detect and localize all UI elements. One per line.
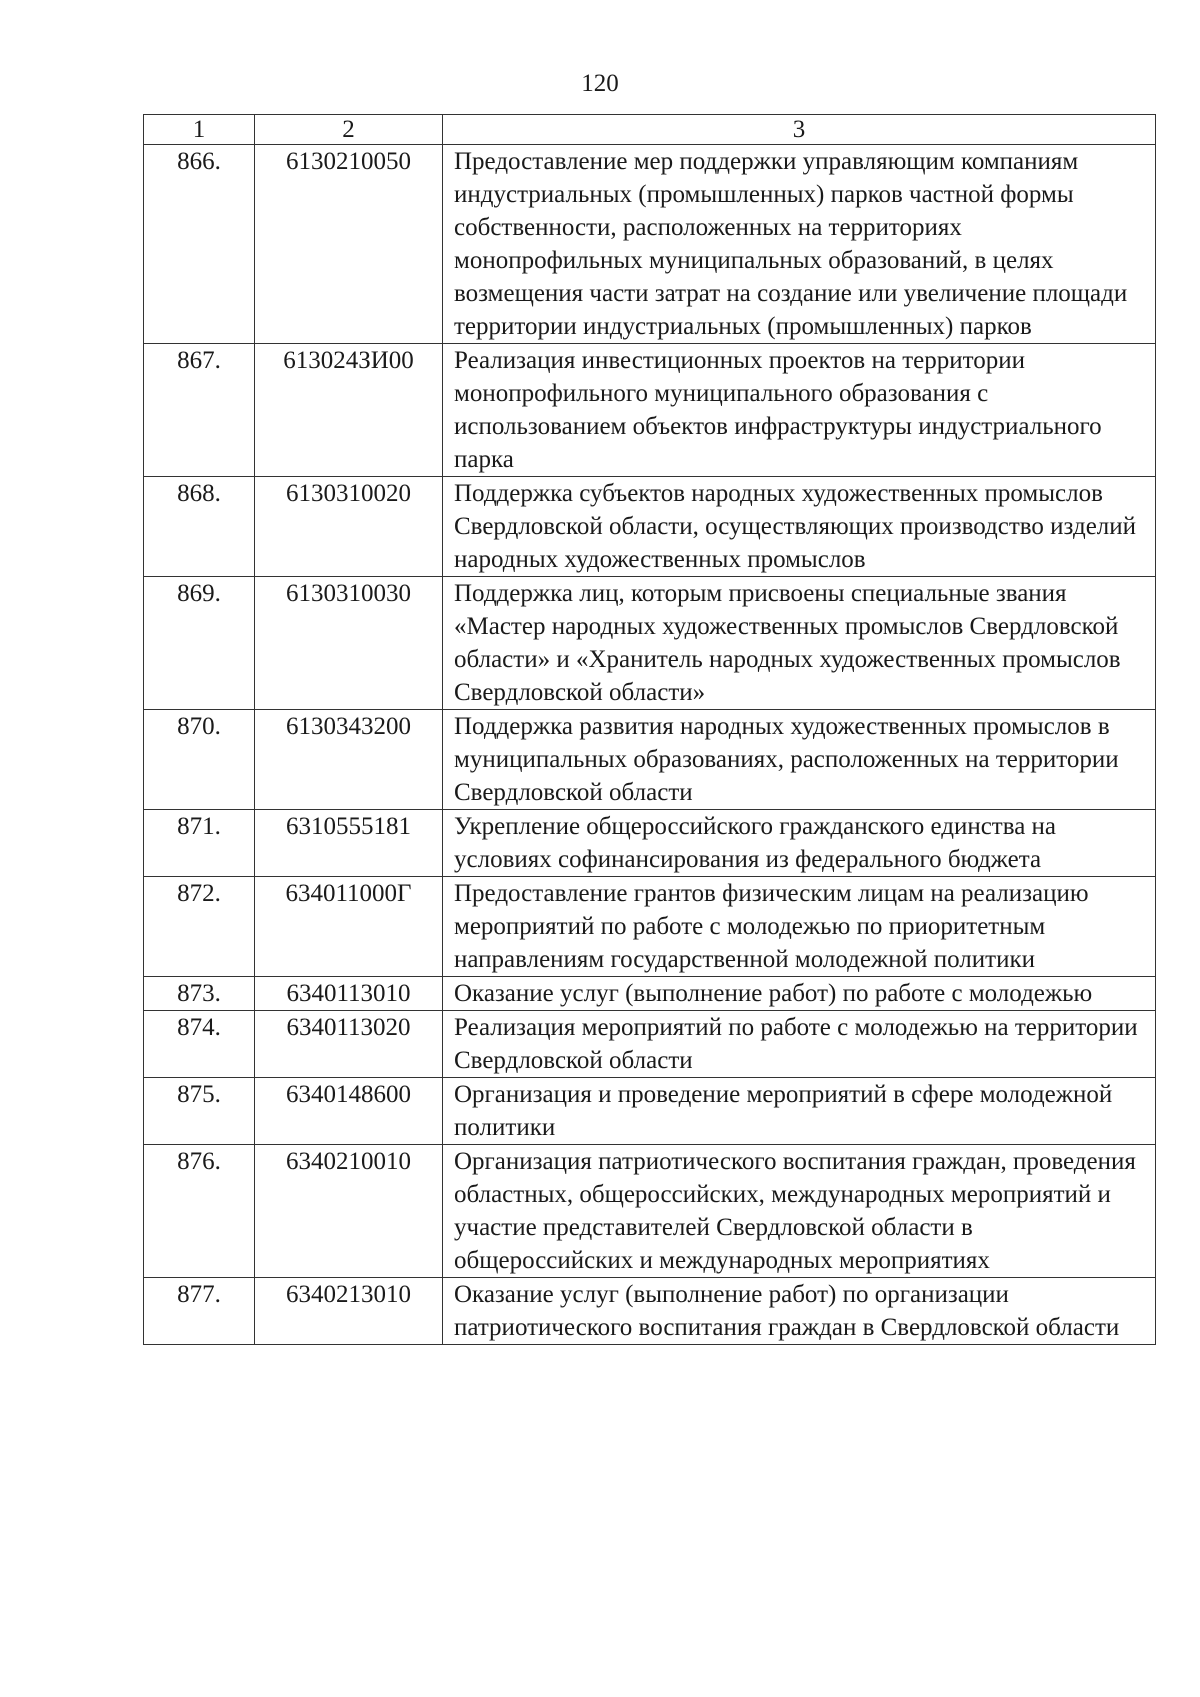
row-number: 871. <box>144 810 255 877</box>
budget-codes-table <box>143 114 1156 1345</box>
row-number: 877. <box>144 1278 255 1345</box>
row-code: 6130343200 <box>255 710 443 810</box>
row-code: 6340113020 <box>255 1011 443 1078</box>
table-row <box>144 1278 1156 1345</box>
row-number: 873. <box>144 977 255 1011</box>
row-code: 6310555181 <box>255 810 443 877</box>
row-number: 870. <box>144 710 255 810</box>
row-number: 866. <box>144 145 255 344</box>
row-description: Организация патриотического воспитания граждан, проведения областных, общероссийских, международных мероприятий и участие представителей Свердловской области в общероссийских и международных мероприятиях <box>443 1145 1156 1278</box>
row-description: Организация и проведение мероприятий в сфере молодежной политики <box>443 1078 1156 1145</box>
row-code: 613024ЗИ00 <box>255 344 443 477</box>
row-code: 6340213010 <box>255 1278 443 1345</box>
row-code: 6130310030 <box>255 577 443 710</box>
table-row <box>144 1078 1156 1145</box>
table-row <box>144 877 1156 977</box>
table-row <box>144 810 1156 877</box>
table-row <box>144 145 1156 344</box>
row-description: Поддержка лиц, которым присвоены специальные звания «Мастер народных художественных промыслов Свердловской области» и «Хранитель народных художественных промыслов Свердловской области» <box>443 577 1156 710</box>
row-code: 6340113010 <box>255 977 443 1011</box>
row-code: 6340148600 <box>255 1078 443 1145</box>
row-number: 875. <box>144 1078 255 1145</box>
page-number: 120 <box>581 70 619 97</box>
row-description: Оказание услуг (выполнение работ) по организации патриотического воспитания граждан в Свердловской области <box>443 1278 1156 1345</box>
table-row <box>144 710 1156 810</box>
table-row <box>144 477 1156 577</box>
row-number: 868. <box>144 477 255 577</box>
row-number: 869. <box>144 577 255 710</box>
row-description: Укрепление общероссийского гражданского единства на условиях софинансирования из федерального бюджета <box>443 810 1156 877</box>
table-row <box>144 344 1156 477</box>
row-description: Поддержка развития народных художественных промыслов в муниципальных образованиях, расположенных на территории Свердловской области <box>443 710 1156 810</box>
row-number: 876. <box>144 1145 255 1278</box>
row-description: Реализация мероприятий по работе с молодежью на территории Свердловской области <box>443 1011 1156 1078</box>
header-col-2: 2 <box>255 115 443 145</box>
row-description: Предоставление грантов физическим лицам на реализацию мероприятий по работе с молодежью по приоритетным направлениям государственной молодежной политики <box>443 877 1156 977</box>
table-row <box>144 1145 1156 1278</box>
row-description: Поддержка субъектов народных художественных промыслов Свердловской области, осуществляющих производство изделий народных художественных промыслов <box>443 477 1156 577</box>
row-number: 874. <box>144 1011 255 1078</box>
row-code: 6340210010 <box>255 1145 443 1278</box>
header-col-1: 1 <box>144 115 255 145</box>
row-code: 6130310020 <box>255 477 443 577</box>
table-row <box>144 977 1156 1011</box>
row-number: 867. <box>144 344 255 477</box>
row-description: Оказание услуг (выполнение работ) по работе с молодежью <box>443 977 1156 1011</box>
header-col-3: 3 <box>443 115 1156 145</box>
row-number: 872. <box>144 877 255 977</box>
row-code: 6130210050 <box>255 145 443 344</box>
row-code: 634011000Г <box>255 877 443 977</box>
table-row <box>144 1011 1156 1078</box>
row-description: Предоставление мер поддержки управляющим компаниям индустриальных (промышленных) парков частной формы собственности, расположенных на территориях монопрофильных муниципальных образований, в целях возмещения части затрат на создание или увеличение площади территории индустриальных (промышленных) парков <box>443 145 1156 344</box>
table-header-row <box>144 115 1156 145</box>
table-row <box>144 577 1156 710</box>
row-description: Реализация инвестиционных проектов на территории монопрофильного муниципального образования с использованием объектов инфраструктуры индустриального парка <box>443 344 1156 477</box>
